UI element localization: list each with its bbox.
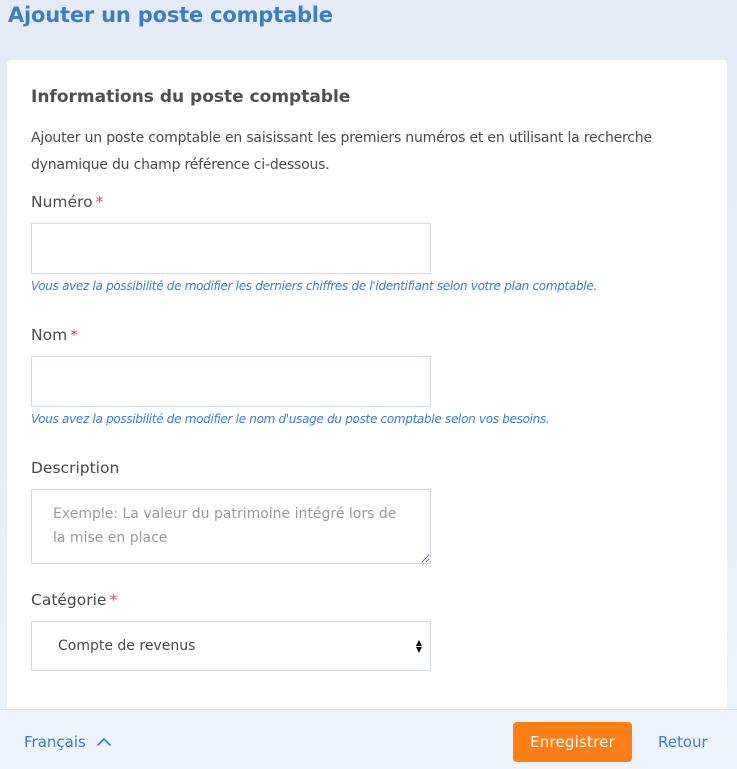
categorie-selected-value: Compte de revenus bbox=[58, 638, 196, 654]
footer-bar bbox=[0, 709, 737, 769]
required-asterisk: * bbox=[95, 193, 104, 211]
nom-label bbox=[31, 326, 78, 344]
description-label: Description bbox=[31, 459, 120, 477]
categorie-select[interactable] bbox=[31, 621, 431, 671]
language-label: Français bbox=[24, 733, 86, 751]
numero-label-text: Numéro bbox=[31, 193, 93, 211]
save-button[interactable]: Enregistrer bbox=[513, 722, 632, 762]
nom-label-text: Nom bbox=[31, 326, 68, 344]
numero-input[interactable] bbox=[31, 223, 431, 274]
required-asterisk: * bbox=[70, 326, 78, 344]
chevron-up-icon bbox=[96, 737, 112, 747]
nom-input[interactable] bbox=[31, 356, 431, 407]
categorie-label-text: Catégorie bbox=[31, 591, 107, 609]
description-textarea[interactable] bbox=[31, 489, 431, 564]
select-arrows-icon: ▲ ▼ bbox=[415, 638, 422, 654]
intro-text: Ajouter un poste comptable en saisissant les premiers numéros et en utilisant la recherche dynamique du champ référence ci-dessous. bbox=[31, 130, 652, 173]
form-card bbox=[7, 60, 727, 720]
numero-help-text: Vous avez la possibilité de modifier les derniers chiffres de l'identifiant selon votre plan comptable. bbox=[31, 279, 597, 293]
required-asterisk: * bbox=[109, 591, 118, 609]
numero-label bbox=[31, 193, 103, 211]
section-title: Informations du poste comptable bbox=[31, 87, 351, 107]
back-link[interactable]: Retour bbox=[658, 733, 708, 751]
categorie-label bbox=[31, 591, 117, 609]
page-title: Ajouter un poste comptable bbox=[8, 3, 333, 27]
language-selector[interactable] bbox=[24, 733, 112, 751]
nom-help-text: Vous avez la possibilité de modifier le nom d'usage du poste comptable selon vos besoins. bbox=[31, 412, 550, 426]
